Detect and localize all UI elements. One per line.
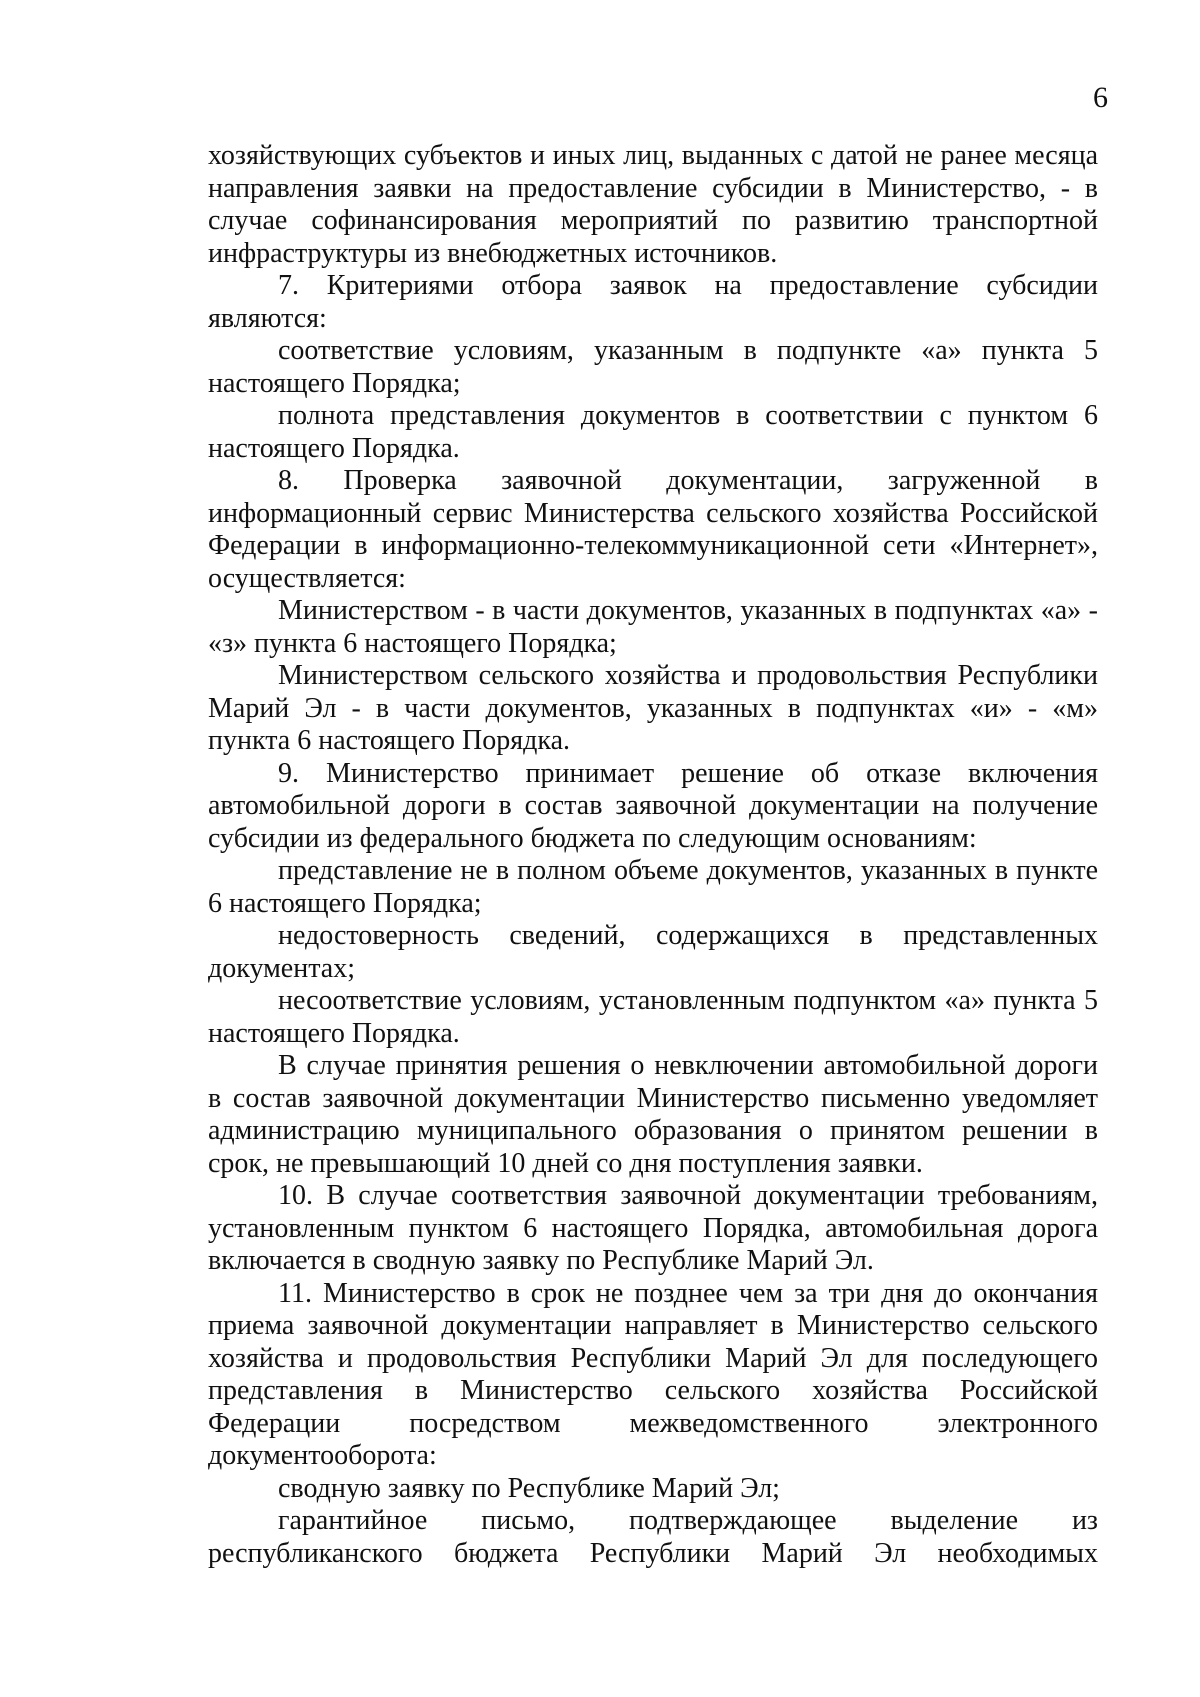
paragraph-guarantee-letter: гарантийное письмо, подтверждающее выделение из республиканского бюджета Республики Марий Эл необходимых	[208, 1505, 1098, 1569]
page-number: 6	[1093, 81, 1108, 114]
paragraph-notification: В случае принятия решения о невключении автомобильной дороги в состав заявочной документации Министерство письменно уведомляет администрацию муниципального образования о принятом решении в срок, не превышающий 10 дней со дня поступления заявки.	[208, 1050, 1098, 1179]
paragraph-item-9: 9. Министерство принимает решение об отказе включения автомобильной дороги в состав заявочной документации на получение субсидии из федерального бюджета по следующим основаниям:	[208, 757, 1098, 854]
paragraph-ground-nonconformity: несоответствие условиям, установленным подпунктом «а» пункта 5 настоящего Порядка.	[208, 985, 1098, 1049]
paragraph-item-8: 8. Проверка заявочной документации, загруженной в информационный сервис Министерства сельского хозяйства Российской Федерации в информационно-телекоммуникационной сети «Интернет», осуществляется:	[208, 465, 1098, 594]
paragraph-ground-incomplete: представление не в полном объеме документов, указанных в пункте 6 настоящего Порядка;	[208, 855, 1098, 919]
paragraph-continuation: хозяйствующих субъектов и иных лиц, выданных с датой не ранее месяца направления заявки на предоставление субсидии в Министерство, - в случае софинансирования мероприятий по развитию транспортной инфраструктуры из внебюджетных источников.	[208, 140, 1098, 269]
paragraph-agriculture-ministry-check: Министерством сельского хозяйства и продовольствия Республики Марий Эл - в части документов, указанных в подпунктах «и» - «м» пункта 6 настоящего Порядка.	[208, 660, 1098, 756]
paragraph-item-11: 11. Министерство в срок не позднее чем за три дня до окончания приема заявочной документации направляет в Министерство сельского хозяйства и продовольствия Республики Марий Эл для последующего представления в Министерство сельского хозяйства Российской Федерации посредством межведомственного электронного документооборота:	[208, 1277, 1098, 1471]
paragraph-criterion-conditions: соответствие условиям, указанным в подпункте «а» пункта 5 настоящего Порядка;	[208, 335, 1098, 399]
paragraph-ministry-check: Министерством - в части документов, указанных в подпунктах «а» - «з» пункта 6 настоящего Порядка;	[208, 595, 1098, 659]
paragraph-item-7: 7. Критериями отбора заявок на предоставление субсидии являются:	[208, 270, 1098, 334]
paragraph-consolidated-application: сводную заявку по Республике Марий Эл;	[278, 1472, 780, 1504]
paragraph-criterion-completeness: полнота представления документов в соответствии с пунктом 6 настоящего Порядка.	[208, 400, 1098, 464]
document-body	[208, 140, 1098, 1570]
paragraph-ground-unreliable: недостоверность сведений, содержащихся в представленных документах;	[208, 920, 1098, 984]
paragraph-item-10: 10. В случае соответствия заявочной документации требованиям, установленным пунктом 6 настоящего Порядка, автомобильная дорога включается в сводную заявку по Республике Марий Эл.	[208, 1180, 1098, 1276]
